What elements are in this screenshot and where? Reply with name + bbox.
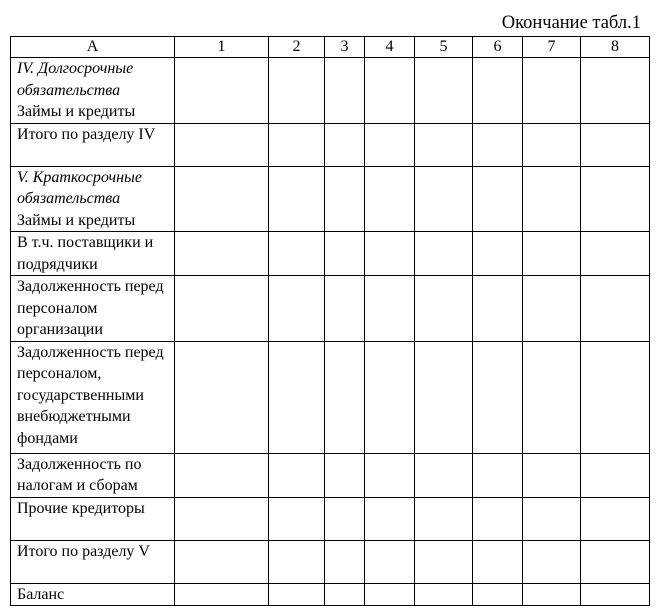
- value-cell: [269, 276, 325, 342]
- value-cell: [325, 497, 365, 540]
- row-label-cell: [11, 341, 175, 453]
- header-cell: 7: [523, 37, 581, 58]
- header-row: [11, 37, 650, 58]
- value-cell: [365, 341, 415, 453]
- row-label-cell: [11, 276, 175, 342]
- value-cell: [325, 58, 365, 124]
- header-cell: 5: [415, 37, 473, 58]
- row-label: Займы и кредиты: [17, 103, 136, 120]
- row-label: Итого по разделу V: [17, 542, 150, 560]
- value-cell: [581, 276, 650, 342]
- value-cell: [175, 540, 269, 583]
- row-label: Итого по разделу IV: [17, 125, 156, 143]
- value-cell: [523, 166, 581, 232]
- value-cell: [365, 123, 415, 166]
- row-label: Прочие кредиторы: [17, 499, 145, 517]
- value-cell: [473, 58, 523, 124]
- value-cell: [473, 166, 523, 232]
- value-cell: [175, 276, 269, 342]
- table-row: [11, 583, 650, 606]
- value-cell: [175, 583, 269, 606]
- value-cell: [325, 341, 365, 453]
- row-label-cell: [11, 166, 175, 232]
- value-cell: [175, 341, 269, 453]
- value-cell: [365, 276, 415, 342]
- row-label: Задолженность перед персоналом организации: [17, 278, 164, 338]
- table-row: [11, 123, 650, 166]
- row-label-cell: [11, 540, 175, 583]
- value-cell: [473, 123, 523, 166]
- value-cell: [473, 341, 523, 453]
- row-label-cell: [11, 583, 175, 606]
- row-label: Займы и кредиты: [17, 211, 136, 229]
- value-cell: [523, 232, 581, 276]
- value-cell: [415, 583, 473, 606]
- value-cell: [581, 166, 650, 232]
- value-cell: [581, 583, 650, 606]
- value-cell: [415, 453, 473, 497]
- value-cell: [523, 58, 581, 124]
- value-cell: [581, 453, 650, 497]
- value-cell: [175, 232, 269, 276]
- value-cell: [415, 232, 473, 276]
- value-cell: [365, 583, 415, 606]
- row-label: В т.ч. поставщики и подрядчики: [17, 234, 154, 273]
- table-row: [11, 341, 650, 453]
- balance-liabilities-table: [10, 36, 650, 606]
- value-cell: [473, 232, 523, 276]
- value-cell: [473, 497, 523, 540]
- value-cell: [473, 453, 523, 497]
- value-cell: [269, 540, 325, 583]
- value-cell: [581, 497, 650, 540]
- value-cell: [365, 232, 415, 276]
- value-cell: [415, 540, 473, 583]
- value-cell: [269, 583, 325, 606]
- value-cell: [325, 540, 365, 583]
- table-row: [11, 497, 650, 540]
- value-cell: [175, 497, 269, 540]
- header-cell: 6: [473, 37, 523, 58]
- value-cell: [523, 497, 581, 540]
- value-cell: [365, 497, 415, 540]
- value-cell: [175, 453, 269, 497]
- value-cell: [523, 583, 581, 606]
- value-cell: [269, 58, 325, 124]
- value-cell: [581, 123, 650, 166]
- value-cell: [581, 232, 650, 276]
- value-cell: [365, 58, 415, 124]
- value-cell: [269, 453, 325, 497]
- row-label-cell: [11, 453, 175, 497]
- row-label: Задолженность перед персоналом, государственными внебюджетными фондами: [17, 343, 164, 447]
- value-cell: [523, 276, 581, 342]
- value-cell: [523, 540, 581, 583]
- table-row: [11, 453, 650, 497]
- value-cell: [581, 58, 650, 124]
- row-label-cell: [11, 123, 175, 166]
- value-cell: [325, 123, 365, 166]
- value-cell: [365, 453, 415, 497]
- row-label: Баланс: [17, 585, 65, 603]
- row-label-cell: [11, 58, 175, 124]
- table-row: [11, 232, 650, 276]
- value-cell: [415, 166, 473, 232]
- value-cell: [473, 540, 523, 583]
- header-cell: 1: [175, 37, 269, 58]
- table-row: [11, 540, 650, 583]
- value-cell: [269, 232, 325, 276]
- row-label-cell: [11, 497, 175, 540]
- table-row: [11, 276, 650, 342]
- value-cell: [473, 583, 523, 606]
- table-caption: Окончание табл.1: [501, 13, 641, 33]
- value-cell: [581, 540, 650, 583]
- value-cell: [325, 232, 365, 276]
- value-cell: [175, 58, 269, 124]
- row-label-cell: [11, 232, 175, 276]
- table-row: [11, 58, 650, 124]
- value-cell: [523, 341, 581, 453]
- header-cell: 3: [325, 37, 365, 58]
- value-cell: [415, 58, 473, 124]
- value-cell: [523, 453, 581, 497]
- header-cell: А: [11, 37, 175, 58]
- value-cell: [325, 453, 365, 497]
- header-cell: 8: [581, 37, 650, 58]
- value-cell: [581, 341, 650, 453]
- value-cell: [269, 166, 325, 232]
- table-row: [11, 166, 650, 232]
- table-body: [11, 58, 650, 606]
- section-title: IV. Долгосрочные обязательства: [17, 60, 134, 99]
- value-cell: [325, 583, 365, 606]
- value-cell: [365, 540, 415, 583]
- value-cell: [269, 341, 325, 453]
- value-cell: [175, 123, 269, 166]
- header-cell: 2: [269, 37, 325, 58]
- value-cell: [269, 497, 325, 540]
- value-cell: [415, 276, 473, 342]
- header-cell: 4: [365, 37, 415, 58]
- value-cell: [415, 341, 473, 453]
- value-cell: [473, 276, 523, 342]
- value-cell: [325, 276, 365, 342]
- value-cell: [365, 166, 415, 232]
- value-cell: [325, 166, 365, 232]
- value-cell: [269, 123, 325, 166]
- value-cell: [523, 123, 581, 166]
- value-cell: [175, 166, 269, 232]
- value-cell: [415, 497, 473, 540]
- row-label: Задолженность по налогам и сборам: [17, 455, 142, 494]
- value-cell: [415, 123, 473, 166]
- section-title: V. Краткосрочные обязательства: [17, 168, 142, 207]
